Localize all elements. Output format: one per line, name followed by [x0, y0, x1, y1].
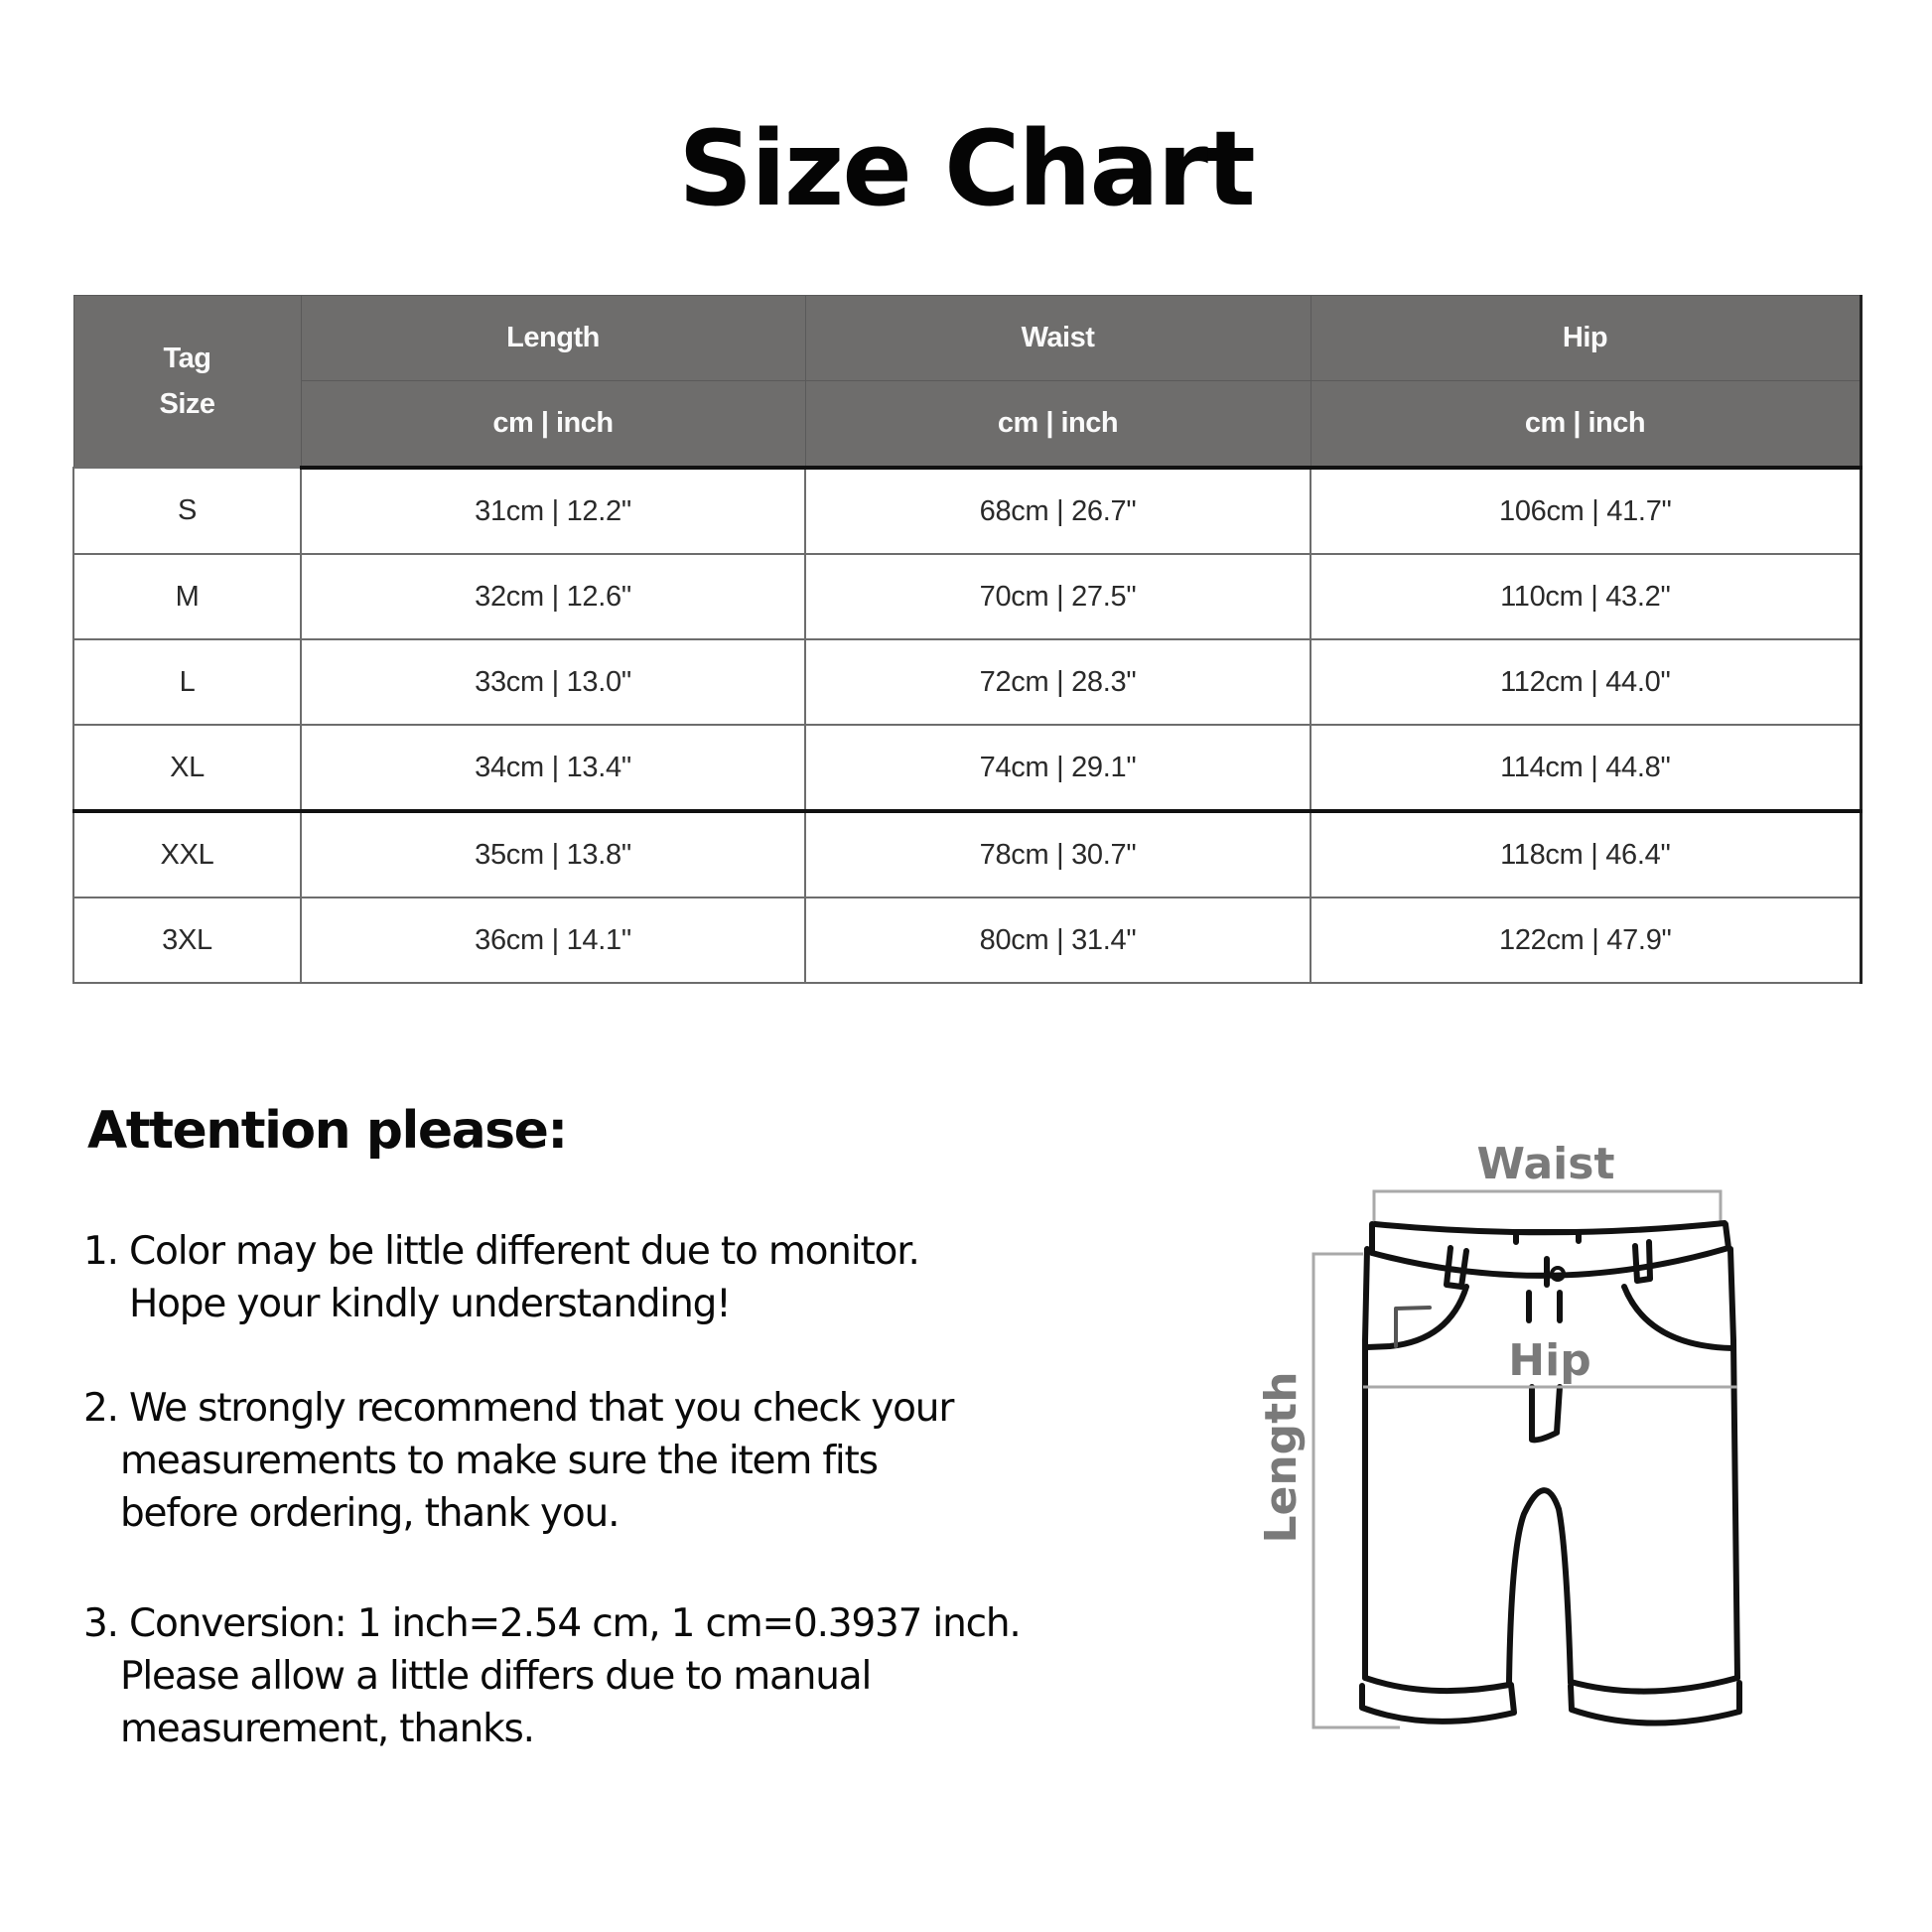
size-cell: M	[73, 554, 301, 639]
hip-label: Hip	[1508, 1335, 1591, 1386]
size-cell: XXL	[73, 811, 301, 897]
waist-bracket	[1374, 1191, 1721, 1223]
note-line: before ordering, thank you.	[120, 1491, 620, 1536]
waist-header: Waist	[805, 296, 1311, 381]
hip-header: Hip	[1311, 296, 1861, 381]
length-cell: 31cm | 12.2"	[301, 468, 805, 554]
note-line: measurements to make sure the item fits	[120, 1439, 878, 1483]
note-line: Please allow a little differs due to manual	[120, 1654, 872, 1699]
hip-cell: 110cm | 43.2"	[1311, 554, 1861, 639]
size-chart-table	[72, 295, 1863, 984]
table-units-row	[73, 381, 1861, 469]
table-row	[73, 468, 1861, 554]
hip-cell: 122cm | 47.9"	[1311, 897, 1861, 983]
note-conversion	[83, 1597, 1021, 1755]
table-header-row	[73, 296, 1861, 381]
waist-cell: 78cm | 30.7"	[805, 811, 1311, 897]
note-line: 3. Conversion: 1 inch=2.54 cm, 1 cm=0.3937 inch.	[83, 1601, 1021, 1646]
note-line: 1. Color may be little different due to monitor.	[83, 1229, 919, 1274]
table-row	[73, 725, 1861, 811]
size-cell: L	[73, 639, 301, 725]
length-cell: 35cm | 13.8"	[301, 811, 805, 897]
length-header: Length	[301, 296, 805, 381]
waist-cell: 74cm | 29.1"	[805, 725, 1311, 811]
note-measurements	[83, 1382, 953, 1540]
hip-cell: 114cm | 44.8"	[1311, 725, 1861, 811]
hip-unit-header: cm | inch	[1311, 381, 1861, 469]
shorts-outline	[1362, 1223, 1739, 1724]
tag-label: Tag	[163, 343, 211, 374]
length-cell: 34cm | 13.4"	[301, 725, 805, 811]
length-cell: 33cm | 13.0"	[301, 639, 805, 725]
length-cell: 32cm | 12.6"	[301, 554, 805, 639]
shorts-diagram	[1241, 1122, 1797, 1757]
size-cell: XL	[73, 725, 301, 811]
tag-size-header	[73, 296, 301, 469]
table-row	[73, 897, 1861, 983]
size-label: Size	[159, 388, 215, 420]
waist-cell: 68cm | 26.7"	[805, 468, 1311, 554]
table-row	[73, 554, 1861, 639]
note-color	[83, 1225, 919, 1330]
size-cell: 3XL	[73, 897, 301, 983]
table-row	[73, 811, 1861, 897]
hip-cell: 106cm | 41.7"	[1311, 468, 1861, 554]
hip-cell: 112cm | 44.0"	[1311, 639, 1861, 725]
note-line: Hope your kindly understanding!	[129, 1282, 731, 1326]
size-cell: S	[73, 468, 301, 554]
table-row	[73, 639, 1861, 725]
waist-cell: 80cm | 31.4"	[805, 897, 1311, 983]
length-cell: 36cm | 14.1"	[301, 897, 805, 983]
length-bracket	[1313, 1254, 1400, 1727]
length-unit-header: cm | inch	[301, 381, 805, 469]
shorts-measurement-icon	[1241, 1122, 1797, 1757]
waist-cell: 72cm | 28.3"	[805, 639, 1311, 725]
note-line: 2. We strongly recommend that you check your	[83, 1386, 954, 1431]
waist-cell: 70cm | 27.5"	[805, 554, 1311, 639]
waist-unit-header: cm | inch	[805, 381, 1311, 469]
attention-heading: Attention please:	[87, 1101, 567, 1161]
note-line: measurement, thanks.	[120, 1707, 534, 1751]
waist-label: Waist	[1476, 1139, 1615, 1189]
hip-cell: 118cm | 46.4"	[1311, 811, 1861, 897]
page-title: Size Chart	[678, 108, 1254, 229]
length-label: Length	[1256, 1371, 1307, 1544]
